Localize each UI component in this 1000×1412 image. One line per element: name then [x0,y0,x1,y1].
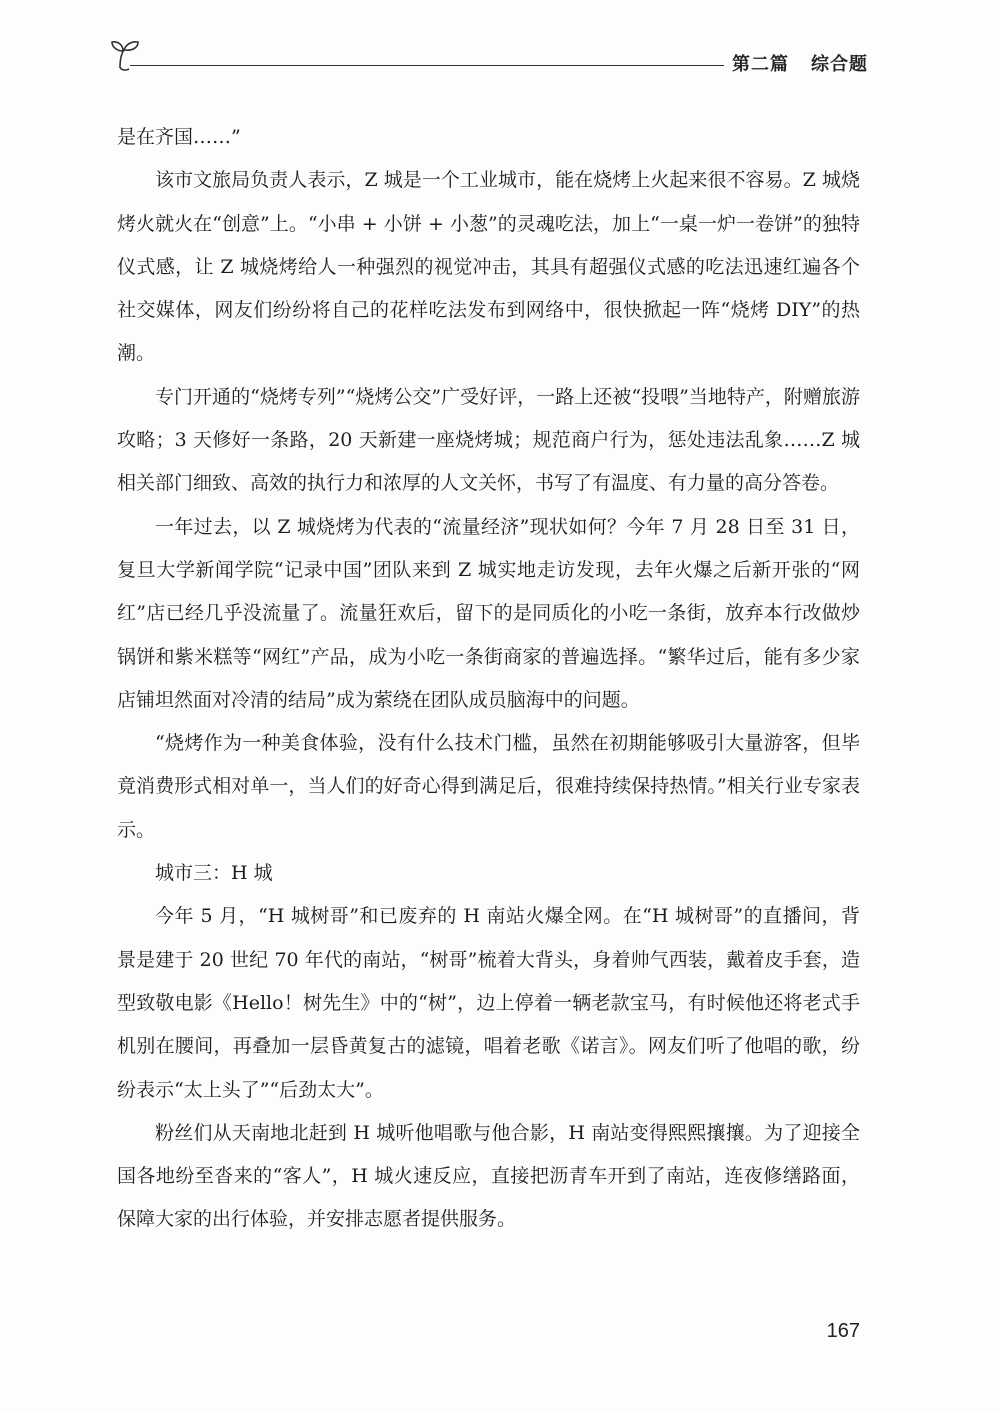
body-text [117,116,860,1242]
header-section: 综合题 [811,54,868,75]
paragraph: “烧烤作为一种美食体验，没有什么技术门槛，虽然在初期能够吸引大量游客，但毕竟消费形式相对单一，当人们的好奇心得到满足后，很难持续保持热情。”相关行业专家表示。 [117,732,860,841]
page-number: 167 [826,1320,860,1342]
paragraph: 一年过去，以 Z 城烧烤为代表的“流量经济”现状如何？今年 7 月 28 日至 31 日，复旦大学新闻学院“记录中国”团队来到 Z 城实地走访发现，去年火爆之后新开张的“网红”店已经几乎没流量了。流量狂欢后，留下的是同质化的小吃一条街，放弃本行改做炒锅饼和紫米糕等“网红”产品，成为小吃一条街商家的普遍选择。“繁华过后，能有多少家店铺坦然面对冷清的结局”成为萦绕在团队成员脑海中的问题。 [117,515,860,711]
paragraph: 粉丝们从天南地北赶到 H 城听他唱歌与他合影，H 南站变得熙熙攘攘。为了迎接全国各地纷至沓来的“客人”，H 城火速反应，直接把沥青车开到了南站，连夜修缮路面，保障大家的出行体验，并安排志愿者提供服务。 [117,1121,860,1231]
page-header [108,34,868,78]
header-title [732,50,868,76]
paragraph: 专门开通的“烧烤专列”“烧烤公交”广受好评，一路上还被“投喂”当地特产，附赠旅游攻略；3 天修好一条路，20 天新建一座烧烤城；规范商户行为，惩处违法乱象……Z 城相关部门细致、高效的执行力和浓厚的人文关怀，书写了有温度、有力量的高分答卷。 [117,385,860,495]
paragraph: 是在齐国……” [117,126,241,148]
paragraph: 今年 5 月，“H 城树哥”和已废弃的 H 南站火爆全网。在“H 城树哥”的直播间，背景是建于 20 世纪 70 年代的南站，“树哥”梳着大背头，身着帅气西装，戴着皮手套，造型致敬电影《Hello！树先生》中的“树”，边上停着一辆老款宝马，有时候他还将老式手机别在腰间，再叠加一层昏黄复古的滤镜，唱着老歌《诺言》。网友们听了他唱的歌，纷纷表示“太上头了”“后劲太大”。 [117,905,860,1101]
section-heading: 城市三：H 城 [155,862,273,885]
header-rule [130,65,724,66]
sprout-icon [108,34,148,74]
paragraph: 该市文旅局负责人表示，Z 城是一个工业城市，能在烧烤上火起来很不容易。Z 城烧烤火就火在“创意”上。“小串 + 小饼 + 小葱”的灵魂吃法，加上“一桌一炉一卷饼”的独特仪式感，让 Z 城烧烤给人一种强烈的视觉冲击，其具有超强仪式感的吃法迅速红遍各个社交媒体，网友们纷纷将自己的花样吃法发布到网络中，很快掀起一阵“烧烤 DIY”的热潮。 [117,169,860,365]
header-part: 第二篇 [732,54,789,75]
